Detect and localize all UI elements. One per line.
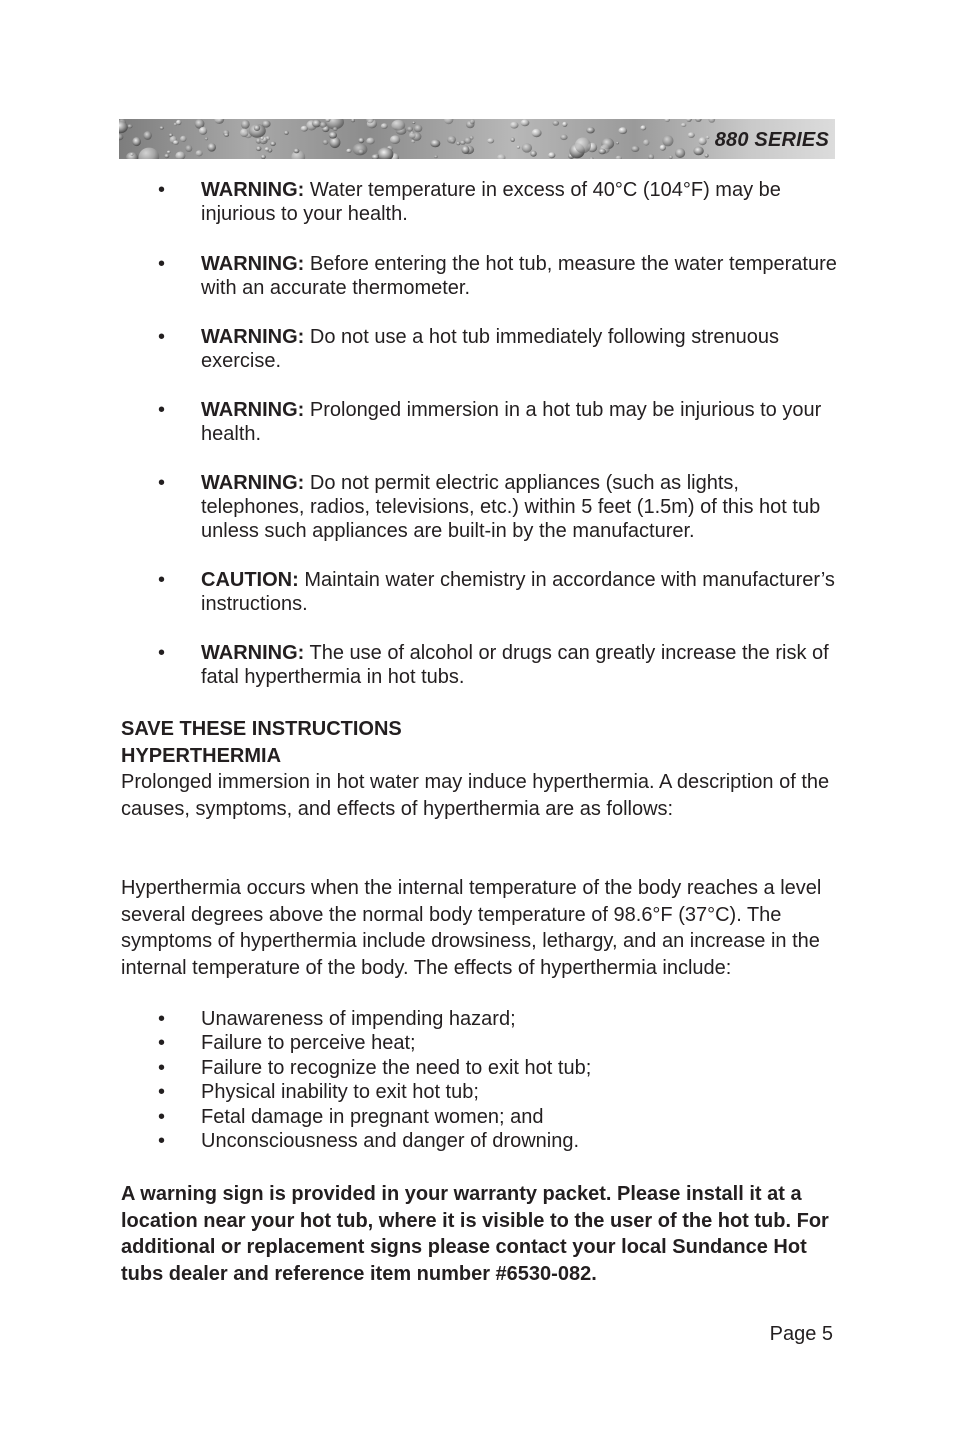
effect-text: Failure to perceive heat; xyxy=(201,1032,416,1055)
warning-sign-notice: A warning sign is provided in your warranty packet. Please install it at a location near your hot tub, where it is visible to the user of the hot tub. For additional or replacement signs please contact your local Sundance Hot tubs dealer and reference item number #6530-082. xyxy=(121,1183,829,1285)
bullet-icon: • xyxy=(158,642,166,664)
bullet-icon: • xyxy=(158,1008,166,1030)
hyperthermia-heading: HYPERTHERMIA xyxy=(121,745,282,767)
warning-text: Before entering the hot tub, measure the water temperature with an accurate thermometer. xyxy=(201,253,837,299)
warning-label: WARNING: xyxy=(201,326,305,348)
page-number: Page 5 xyxy=(769,1323,833,1345)
series-title: 880 SERIES xyxy=(714,129,829,151)
bullet-icon: • xyxy=(158,569,166,591)
effect-text: Unconsciousness and danger of drowning. xyxy=(201,1130,580,1152)
effect-text: Physical inability to exit hot tub; xyxy=(201,1081,479,1104)
save-instructions-heading: SAVE THESE INSTRUCTIONS xyxy=(121,718,402,740)
warning-text: Prolonged immersion in a hot tub may be injurious to your health. xyxy=(201,399,822,445)
bullet-icon: • xyxy=(158,179,166,201)
warning-text: The use of alcohol or drugs can greatly increase the risk of fatal hyperthermia in hot tubs. xyxy=(201,642,829,688)
bullet-icon: • xyxy=(158,1130,166,1152)
warning-label: WARNING: xyxy=(201,642,305,664)
effect-text: Unawareness of impending hazard; xyxy=(201,1008,516,1030)
bullet-icon: • xyxy=(158,1032,166,1055)
warning-text: Do not permit electric appliances (such as lights, telephones, radios, televisions, etc.) within 5 feet (1.5m) of this hot tub unless such appliances are built-in by the manufacturer. xyxy=(201,472,821,542)
caution-text: Maintain water chemistry in accordance with manufacturer’s instructions. xyxy=(201,569,835,615)
header-banner xyxy=(119,119,835,159)
bullet-icon: • xyxy=(158,1056,166,1079)
bullet-icon: • xyxy=(158,1081,166,1104)
bullet-icon: • xyxy=(158,1105,166,1128)
intro-paragraph: Prolonged immersion in hot water may induce hyperthermia. A description of the causes, symptoms, and effects of hyperthermia are as follows: xyxy=(121,771,830,820)
warning-label: WARNING: xyxy=(201,399,305,421)
effect-text: Failure to recognize the need to exit hot tub; xyxy=(201,1056,592,1079)
bullet-icon: • xyxy=(158,326,166,348)
warning-label: WARNING: xyxy=(201,253,305,275)
warning-label: WARNING: xyxy=(201,472,305,494)
warning-label: WARNING: xyxy=(201,179,305,201)
warning-text: Water temperature in excess of 40°C (104°F) may be injurious to your health. xyxy=(201,179,781,225)
detail-paragraph: Hyperthermia occurs when the internal temperature of the body reaches a level several degrees above the normal body temperature of 98.6°F (37°C). The symptoms of hyperthermia include drowsiness, lethargy, and an increase in the internal temperature of the body. The effects of hyperthermia include: xyxy=(121,877,822,979)
warning-text: Do not use a hot tub immediately following strenuous exercise. xyxy=(201,326,780,372)
bullet-icon: • xyxy=(158,399,166,421)
bullet-icon: • xyxy=(158,472,166,494)
caution-label: CAUTION: xyxy=(201,569,299,591)
effect-text: Fetal damage in pregnant women; and xyxy=(201,1105,544,1128)
bullet-icon: • xyxy=(158,253,166,275)
